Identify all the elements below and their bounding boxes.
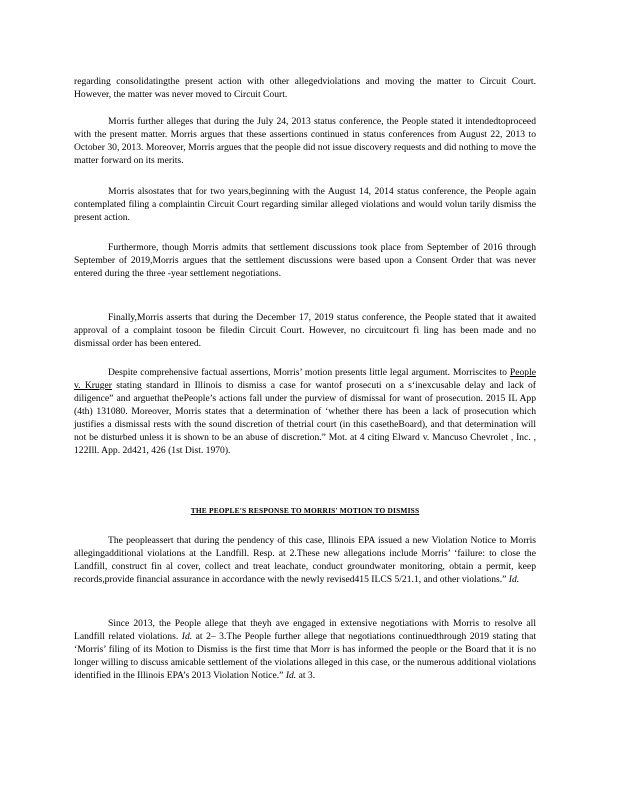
paragraph-december-conference: Finally,Morris asserts that during the December 17, 2019 status conference, the People stated that it awaited approval of a complaint tosoon be filedin Circuit Court. However, no circuitcourt fi ling has been made and no dismissal order has been entered. [74, 312, 536, 349]
paragraph-settlement: Furthermore, though Morris admits that settlement discussions took place from September of 2016 through September of 2019,Morris argues that the settlement discussions were based upon a Consent Order that was never entered during the three -year settlement negotiations. [74, 242, 536, 279]
negotiations-text-end: at 3. [296, 670, 316, 681]
id-citation: Id. [508, 574, 520, 585]
paragraph-legal-argument [74, 366, 536, 457]
id-citation: Id. [285, 670, 297, 681]
paragraph-peoples-assertion [74, 534, 536, 586]
legal-argument-text-rest: stating standard in Illinois to dismiss a case for wantof prosecuti on a s‘inexcusable delay and lack of diligence” and arguethat thePeople’s actions fall under the purview of dismissal for want of prosecution. 2015 IL App (4th) 131080. Moreover, Morris states that a determination of ‘whether there has been a lack of prosecution which justifies a dismissal rests with the sound discretion of thetrial court (in this casetheBoard), and that determination will not be disturbed unless it is shown to be an abuse of discretion.” Mot. at 4 citing Elward v. Mancuso Chevrolet , Inc. , 122Ill. App. 2d421, 426 (1st Dist. 1970). [74, 380, 536, 456]
paragraph-consolidation: regarding consolidatingthe present action with other allegedviolations and moving the matter to Circuit Court. However, the matter was never moved to Circuit Court. [74, 76, 536, 100]
peoples-assertion-text: The peopleassert that during the pendency of this case, Illinois EPA issued a new Violation Notice to Morris allegingadditional violations at the Landfill. Resp. at 2.These new allegations include Morris’ ‘failure: to close the Landfill, construct fin al cover, collect and treat leachate, conduct groundwater monitoring, obtain a permit, keep records,provide financial assurance in accordance with the newly revised415 ILCS 5/21.1, and other violations.” [74, 535, 536, 585]
id-citation: Id. [181, 631, 193, 642]
paragraph-two-years: Morris alsostates that for two years,beginning with the August 14, 2014 status conference, the People again contemplated filing a complaintin Circuit Court regarding similar alleged violations and would volun tarily dismiss the present action. [74, 186, 536, 223]
negotiations-text-start: Since 2013, the People allege that theyh ave engaged in extensive negotiations with Morris to resolve all Landfill related violations. [74, 618, 536, 642]
paragraph-july-conference: Morris further alleges that during the July 24, 2013 status conference, the People stated it intendedtoproceed with the present matter. Morris argues that these assertions continued in status conferences from August 22, 2013 to October 30, 2013. Moreover, Morris argues that the people did not issue discovery requests and did nothing to move the matter forward on its merits. [74, 116, 536, 166]
section-heading [74, 506, 536, 516]
section-heading-text: THE PEOPLE'S RESPONSE TO MORRIS' MOTION TO DISMISS [190, 506, 420, 515]
case-citation-people-v-kruger: People v. Kruger [74, 367, 536, 391]
negotiations-text-middle: at 2– 3.The People further allege that negotiations continuedthrough 2019 stating that ‘Morris’ filing of its Motion to Dismiss is the first time that Morr is has informed the people or the Board that it is no longer willing to discuss amicable settlement of the violations alleged in this case, or the numerous additional violations identified in the Illinois EPA’s 2013 Violation Notice.” [74, 631, 537, 681]
paragraph-negotiations [74, 617, 536, 682]
legal-argument-text-start: Despite comprehensive factual assertions, Morris’ motion presents little legal argument. Morriscites to [108, 367, 510, 378]
